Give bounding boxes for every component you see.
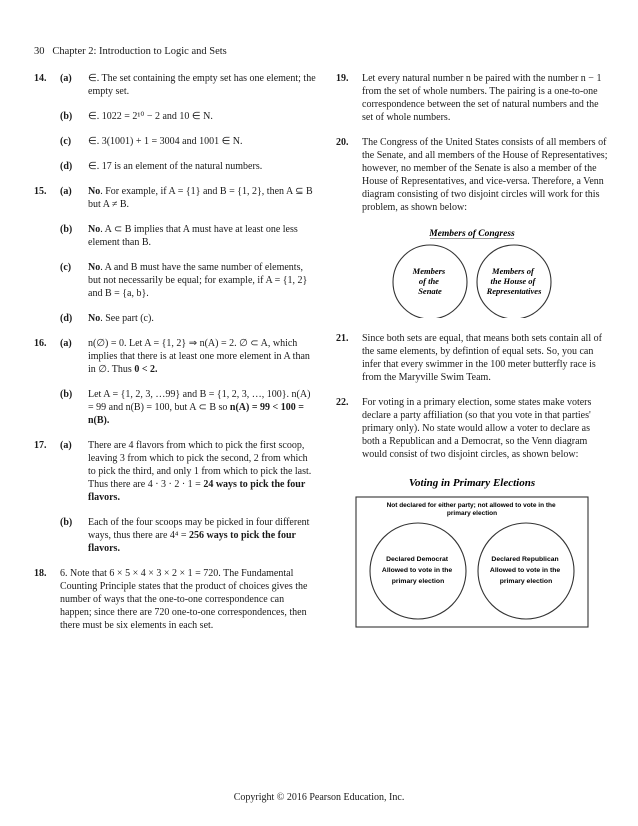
part-a bbox=[60, 72, 317, 98]
problem-number: 19. bbox=[336, 73, 349, 84]
democrat-label bbox=[382, 556, 454, 585]
part-a bbox=[60, 439, 317, 504]
label-line: primary election bbox=[391, 578, 445, 585]
part-label: (a) bbox=[60, 186, 72, 197]
label-line: of the bbox=[418, 276, 439, 286]
answer-no: No bbox=[88, 186, 101, 197]
part-label: (c) bbox=[60, 262, 72, 273]
republican-label bbox=[490, 556, 562, 585]
label-line: Representatives bbox=[486, 286, 542, 296]
problem-19 bbox=[336, 72, 608, 124]
problem-15 bbox=[34, 185, 317, 325]
problem-text: 6. Note that 6 × 5 × 4 × 3 × 2 × 1 = 720. The Fundamental Counting Principle states that the product of choices gives the number of ways that the one-to-one correspondence can happen; since there are 720 one-to-one correspondences, then there must be six elements in each set. bbox=[60, 568, 308, 631]
problem-text: For voting in a primary election, some states make voters declare a party affiliation (so that you vote in that parties' primary only). No state would allow a voter to declare as both a Republican and a Democrat, so the Venn diagram would consist of two disjoint circles, as shown below: bbox=[362, 397, 592, 460]
label-line: Members bbox=[412, 266, 446, 276]
problem-14 bbox=[34, 72, 317, 173]
problem-text: The Congress of the United States consists of all members of the Senate, and all members of the House of Representatives; however, no member of the Senate is also a member of the House of Representatives, and vice-versa. Therefore, a Venn diagram consisting of two disjoint circles will work for this problem, as shown below: bbox=[362, 137, 608, 213]
part-result: 24 ways to pick the four flavors. bbox=[88, 479, 306, 503]
part-text: ∈. 1022 = 2¹⁰ − 2 and 10 ∈ N. bbox=[88, 111, 213, 122]
part-label: (a) bbox=[60, 440, 72, 451]
problem-number: 20. bbox=[336, 137, 349, 148]
part-label: (b) bbox=[60, 224, 73, 235]
problem-22 bbox=[336, 396, 608, 461]
part-b bbox=[60, 388, 317, 427]
label-line: primary election bbox=[499, 578, 553, 585]
problem-17 bbox=[34, 439, 317, 555]
part-b bbox=[60, 223, 317, 249]
problem-16 bbox=[34, 337, 317, 427]
part-text: ∈. The set containing the empty set has one element; the empty set. bbox=[88, 73, 316, 97]
copyright-footer: Copyright © 2016 Pearson Education, Inc. bbox=[233, 792, 405, 803]
part-label: (c) bbox=[60, 136, 72, 147]
problem-number: 22. bbox=[336, 397, 349, 408]
problem-number: 18. bbox=[34, 568, 47, 579]
part-text: . For example, if A = {1} and B = {1, 2}, then A ⊆ B but A ≠ B. bbox=[88, 186, 313, 210]
part-text: There are 4 flavors from which to pick the first scoop, leaving 3 from which to pick the second, 2 from which to pick the third, and only 1 from which to pick the last. Thus there are 4 · 3 · 2 · 1 = bbox=[88, 440, 312, 490]
part-b bbox=[60, 516, 317, 555]
label-line: Allowed to vote in the bbox=[381, 567, 453, 574]
part-text: . See part (c). bbox=[100, 313, 154, 324]
chapter-title: Chapter 2: Introduction to Logic and Sets bbox=[52, 46, 227, 57]
part-label: (a) bbox=[60, 338, 72, 349]
part-a bbox=[60, 337, 317, 376]
venn-congress bbox=[372, 226, 572, 318]
answer-no: No bbox=[88, 262, 101, 273]
part-text: ∈. 3(1001) + 1 = 3004 and 1001 ∈ N. bbox=[88, 136, 243, 147]
outside-label bbox=[387, 502, 558, 517]
page-header bbox=[34, 46, 227, 57]
part-c bbox=[60, 261, 317, 300]
part-label: (b) bbox=[60, 389, 73, 400]
label-line: primary election bbox=[446, 510, 498, 517]
problem-number: 16. bbox=[34, 338, 47, 349]
answer-no: No bbox=[88, 313, 101, 324]
problem-21 bbox=[336, 332, 608, 384]
problem-number: 21. bbox=[336, 333, 349, 344]
part-d bbox=[60, 312, 317, 325]
problem-number: 17. bbox=[34, 440, 47, 451]
venn-title: Voting in Primary Elections bbox=[408, 477, 536, 489]
answer-no: No bbox=[88, 224, 101, 235]
label-line: Members of bbox=[492, 266, 534, 276]
problem-number: 15. bbox=[34, 186, 47, 197]
label-line: Allowed to vote in the bbox=[489, 567, 561, 574]
problem-20 bbox=[336, 136, 608, 214]
problem-text: Let every natural number n be paired with the number n − 1 from the set of whole numbers. The pairing is a one-to-one correspondence between the set of natural numbers and the set of whole numbers. bbox=[362, 73, 602, 123]
label-line: Senate bbox=[418, 286, 442, 296]
part-b bbox=[60, 110, 317, 123]
part-text: . A ⊂ B implies that A must have at least one less element than B. bbox=[88, 224, 298, 248]
part-text: . A and B must have the same number of elements, but not necessarily be equal; for example, if A = {1, 2} and B = {a, b}. bbox=[88, 262, 308, 299]
problem-18 bbox=[34, 567, 317, 632]
part-a bbox=[60, 185, 317, 211]
part-text: Each of the four scoops may be picked in four different ways, thus there are 4⁴ = bbox=[88, 517, 310, 541]
venn-title: Members of Congress bbox=[429, 229, 515, 239]
venn-primary-elections bbox=[350, 473, 594, 631]
part-label: (a) bbox=[60, 73, 72, 84]
part-result: 256 ways to pick the four flavors. bbox=[88, 530, 296, 554]
senate-label bbox=[412, 266, 448, 296]
left-column bbox=[34, 72, 317, 644]
part-c bbox=[60, 135, 317, 148]
problem-text: Since both sets are equal, that means both sets contain all of the same elements, by defintion of equal sets. So, you can infer that every swimmer in the 100 meter butterfly race is from the Maryville Swim Team. bbox=[362, 333, 602, 383]
right-column bbox=[336, 72, 608, 631]
label-line: Not declared for either party; not allowed to vote in the bbox=[386, 502, 556, 509]
part-result: n(A) = 99 < 100 = n(B). bbox=[88, 402, 304, 426]
problem-number: 14. bbox=[34, 73, 47, 84]
part-label: (b) bbox=[60, 517, 73, 528]
label-line: the House of bbox=[490, 276, 536, 286]
page-number: 30 bbox=[34, 46, 45, 57]
part-label: (d) bbox=[60, 161, 73, 172]
part-label: (b) bbox=[60, 111, 73, 122]
part-text: ∈. 17 is an element of the natural numbers. bbox=[88, 161, 263, 172]
part-label: (d) bbox=[60, 313, 73, 324]
label-line: Declared Democrat bbox=[386, 556, 449, 563]
part-result: 0 < 2. bbox=[134, 364, 158, 375]
part-text: n(∅) = 0. Let A = {1, 2} ⇒ n(A) = 2. ∅ ⊂ A, which implies that there is at least one more element in A than in ∅. Thus bbox=[88, 338, 310, 375]
part-text: Let A = {1, 2, 3, …99} and B = {1, 2, 3, …, 100}. n(A) = 99 and n(B) = 100, but A ⊂ B so bbox=[88, 389, 311, 413]
label-line: Declared Republican bbox=[491, 556, 559, 563]
part-d bbox=[60, 160, 317, 173]
house-label bbox=[486, 266, 542, 296]
